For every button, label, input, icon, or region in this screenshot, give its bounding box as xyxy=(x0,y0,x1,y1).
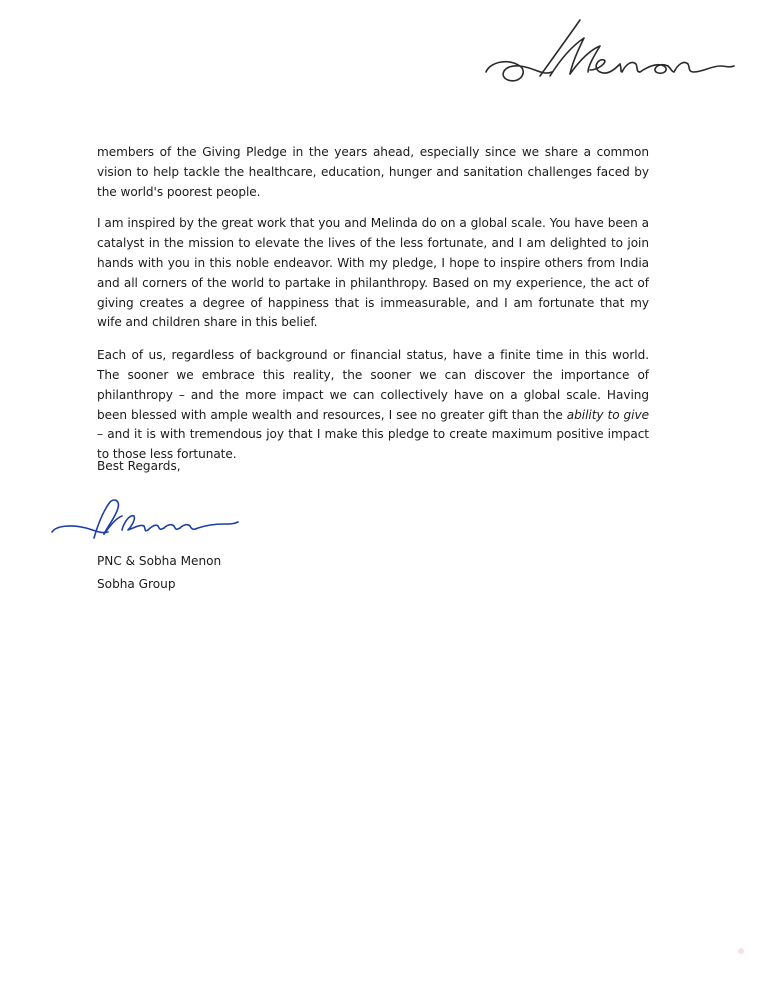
paragraph-3-text-after: – and it is with tremendous joy that I make this pledge to create maximum positive impact to those less fortunate. xyxy=(97,427,649,462)
signer-names: PNC & Sobha Menon xyxy=(97,554,222,568)
header-signature-image xyxy=(480,14,742,94)
paragraph-3-emphasis: ability to give xyxy=(566,407,649,422)
signature-block xyxy=(97,550,221,596)
paragraph-1: members of the Giving Pledge in the years ahead, especially since we share a common vision to help tackle the healthcare, education, hunger and sanitation challenges faced by the world's poorest people. xyxy=(97,145,649,199)
paragraph-2: I am inspired by the great work that you and Melinda do on a global scale. You have been a catalyst in the mission to elevate the lives of the less fortunate, and I am delighted to join hands with you in this noble endeavor. With my pledge, I hope to inspire others from India and all corners of the world to partake in philanthropy. Based on my experience, the act of giving creates a degree of happiness that is immeasurable, and I am fortunate that my wife and children share in this belief. xyxy=(97,216,649,330)
organization-name: Sobha Group xyxy=(97,577,176,591)
paragraph-3-text-before: Each of us, regardless of background or financial status, have a finite time in this world. The sooner we embrace this reality, the sooner we can discover the importance of philanthropy – and the more impact we can collectively have on a global scale. Having been blessed with ample wealth and resources, I see no greater gift than the xyxy=(97,348,649,422)
closing-line: Best Regards, xyxy=(97,459,181,473)
scan-speck xyxy=(738,948,744,954)
footer-signature-image xyxy=(48,494,248,544)
paragraph-3 xyxy=(97,346,649,465)
letter-body xyxy=(97,143,649,478)
